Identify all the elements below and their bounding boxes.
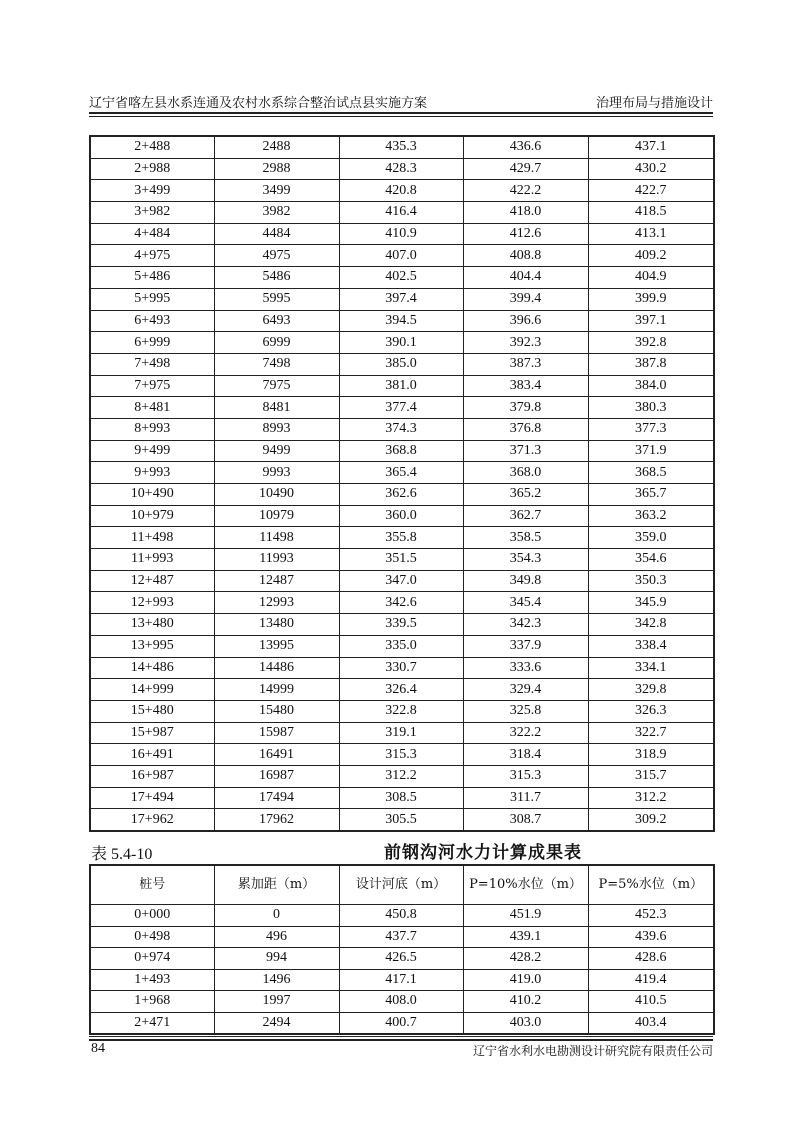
table-row [90,744,714,766]
table-cell: 10979 [214,505,339,527]
table-cell: 333.6 [463,657,588,679]
table-cell: 15+480 [90,700,214,722]
table-cell: 17+494 [90,787,214,809]
table-cell: 418.0 [463,202,588,224]
table-cell: 496 [214,926,339,948]
table-cell: 1+493 [90,969,214,991]
table-cell: 326.3 [588,700,714,722]
table-cell: 318.4 [463,744,588,766]
table-cell: 2+488 [90,136,214,158]
table-cell: 9+499 [90,440,214,462]
table-cell: 10490 [214,484,339,506]
table-cell: 2+988 [90,158,214,180]
table-cell: 8+993 [90,418,214,440]
table-cell: 8993 [214,418,339,440]
table-cell: 329.4 [463,679,588,701]
table-cell: 451.9 [463,905,588,927]
table-cell: 345.9 [588,592,714,614]
table-cell: 428.6 [588,948,714,970]
table-row [90,549,714,571]
table-cell: 363.2 [588,505,714,527]
table-cell: 322.8 [339,700,463,722]
table-row [90,1012,714,1034]
table-cell: 418.5 [588,202,714,224]
table-cell: 402.5 [339,267,463,289]
table-cell: 392.8 [588,332,714,354]
table-cell: 439.6 [588,926,714,948]
table-cell: 365.2 [463,484,588,506]
table-row [90,158,714,180]
header-rule [89,112,713,114]
table-cell: 452.3 [588,905,714,927]
table-cell: 7498 [214,353,339,375]
table-row [90,635,714,657]
table-row [90,765,714,787]
table-row [90,948,714,970]
table-cell: 7+498 [90,353,214,375]
table-cell: 329.8 [588,679,714,701]
table-row [90,245,714,267]
table-cell: 315.7 [588,765,714,787]
table-cell: 396.6 [463,310,588,332]
table-cell: 360.0 [339,505,463,527]
table-cell: 14+999 [90,679,214,701]
table-row [90,787,714,809]
table-cell: 368.5 [588,462,714,484]
table-cell: 14+486 [90,657,214,679]
table-cell: 0+974 [90,948,214,970]
table-cell: 359.0 [588,527,714,549]
table-cell: 15+987 [90,722,214,744]
table-row [90,700,714,722]
table-cell: 7975 [214,375,339,397]
table-cell: 12+993 [90,592,214,614]
table-cell: 362.6 [339,484,463,506]
document-title: 辽宁省喀左县水系连通及农村水系综合整治试点县实施方案 [89,96,428,111]
table-row [90,180,714,202]
table-cell: 422.7 [588,180,714,202]
table-cell: 1+968 [90,991,214,1013]
organization-name: 辽宁省水利水电勘测设计研究院有限责任公司 [472,1044,713,1058]
table-cell: 1496 [214,969,339,991]
table-cell: 330.7 [339,657,463,679]
table-cell: 11993 [214,549,339,571]
table-cell: 387.8 [588,353,714,375]
table-cell: 11+498 [90,527,214,549]
table-cell: 17494 [214,787,339,809]
table-row [90,527,714,549]
table-cell: 12993 [214,592,339,614]
table-cell: 2+471 [90,1012,214,1034]
table-cell: 335.0 [339,635,463,657]
table-cell: 422.2 [463,180,588,202]
table-cell: 0+000 [90,905,214,927]
table-cell: 305.5 [339,809,463,831]
table-cell: 6999 [214,332,339,354]
table-cell: 16987 [214,765,339,787]
table-cell: 4484 [214,223,339,245]
table-cell: 337.9 [463,635,588,657]
table-cell: 399.4 [463,288,588,310]
table-cell: 371.3 [463,440,588,462]
table-cell: 994 [214,948,339,970]
table-cell: 420.8 [339,180,463,202]
table-cell: 347.0 [339,570,463,592]
table-row [90,657,714,679]
table-row [90,136,714,158]
table-header-row [90,865,714,905]
table-cell: 350.3 [588,570,714,592]
table-row [90,223,714,245]
table-cell: 12487 [214,570,339,592]
table-cell: 404.4 [463,267,588,289]
table-cell: 11+993 [90,549,214,571]
table-row [90,614,714,636]
table-cell: 376.8 [463,418,588,440]
table-cell: 309.2 [588,809,714,831]
table-cell: 390.1 [339,332,463,354]
table-cell: 325.8 [463,700,588,722]
table-cell: 403.4 [588,1012,714,1034]
table-cell: 17+962 [90,809,214,831]
table-cell: 6493 [214,310,339,332]
table-cell: 368.0 [463,462,588,484]
table-cell: 312.2 [588,787,714,809]
table-cell: 342.3 [463,614,588,636]
table-row [90,462,714,484]
table-cell: 13+480 [90,614,214,636]
table-row [90,375,714,397]
table-cell: 342.6 [339,592,463,614]
table-cell: 13480 [214,614,339,636]
table-cell: 374.3 [339,418,463,440]
table-cell: 10+490 [90,484,214,506]
table-cell: 319.1 [339,722,463,744]
table-cell: 326.4 [339,679,463,701]
table-cell: 365.7 [588,484,714,506]
table-cell: 410.2 [463,991,588,1013]
table-cell: 3499 [214,180,339,202]
table-cell: 16+987 [90,765,214,787]
table-cell: 1997 [214,991,339,1013]
table-caption [89,838,713,864]
table-cell: 338.4 [588,635,714,657]
table-cell: 429.7 [463,158,588,180]
table-cell: 397.4 [339,288,463,310]
table-cell: 419.0 [463,969,588,991]
table-cell: 13995 [214,635,339,657]
table-cell: 15987 [214,722,339,744]
table-row [90,267,714,289]
table-cell: 6+493 [90,310,214,332]
table-cell: 17962 [214,809,339,831]
page-number: 84 [91,1041,105,1056]
footer-rule-thick [89,1039,713,1041]
table-cell: 12+487 [90,570,214,592]
table-cell: 428.2 [463,948,588,970]
table-cell: 410.5 [588,991,714,1013]
table-cell: 409.2 [588,245,714,267]
table-cell: 392.3 [463,332,588,354]
table-row [90,722,714,744]
table-cell: 308.7 [463,809,588,831]
table-cell: 437.7 [339,926,463,948]
table-cell: 3+982 [90,202,214,224]
table-row [90,505,714,527]
table-cell: 428.3 [339,158,463,180]
table-cell: 426.5 [339,948,463,970]
table-cell: 403.0 [463,1012,588,1034]
table-cell: 358.5 [463,527,588,549]
table-row [90,905,714,927]
table-row [90,202,714,224]
table-cell: 315.3 [463,765,588,787]
table-row [90,969,714,991]
table-cell: 439.1 [463,926,588,948]
table-cell: 4975 [214,245,339,267]
table-cell: 3+499 [90,180,214,202]
table-cell: 16491 [214,744,339,766]
table-cell: 13+995 [90,635,214,657]
table-cell: 322.7 [588,722,714,744]
table-cell: 318.9 [588,744,714,766]
table-cell: 9993 [214,462,339,484]
column-header: 桩号 [90,865,214,905]
table-cell: 3982 [214,202,339,224]
table-cell: 430.2 [588,158,714,180]
table-cell: 0+498 [90,926,214,948]
table-cell: 0 [214,905,339,927]
table-cell: 354.6 [588,549,714,571]
table-cell: 387.3 [463,353,588,375]
table-cell: 2494 [214,1012,339,1034]
table-row [90,570,714,592]
table-cell: 437.1 [588,136,714,158]
table-row [90,310,714,332]
table-cell: 308.5 [339,787,463,809]
table-cell: 416.4 [339,202,463,224]
table-cell: 355.8 [339,527,463,549]
table-number: 表 5.4-10 [91,846,153,863]
table-row [90,592,714,614]
table-cell: 4+975 [90,245,214,267]
table-title: 前钢沟河水力计算成果表 [384,843,582,863]
table-cell: 408.8 [463,245,588,267]
table-cell: 377.3 [588,418,714,440]
table-cell: 322.2 [463,722,588,744]
table-cell: 5486 [214,267,339,289]
table-cell: 14486 [214,657,339,679]
table-row [90,926,714,948]
column-header: P=5%水位（m） [588,865,714,905]
table-cell: 419.4 [588,969,714,991]
table-cell: 394.5 [339,310,463,332]
table-cell: 8+481 [90,397,214,419]
table-row [90,809,714,831]
table-row [90,418,714,440]
table-row [90,397,714,419]
table-cell: 368.8 [339,440,463,462]
table-cell: 2988 [214,158,339,180]
column-header: 累加距（m） [214,865,339,905]
table-cell: 404.9 [588,267,714,289]
table-cell: 450.8 [339,905,463,927]
table-cell: 6+999 [90,332,214,354]
column-header: P=10%水位（m） [463,865,588,905]
table-cell: 385.0 [339,353,463,375]
table-cell: 381.0 [339,375,463,397]
table-cell: 7+975 [90,375,214,397]
footer-rule [89,1036,713,1037]
page-header [89,92,713,114]
table-cell: 312.2 [339,765,463,787]
table-cell: 9499 [214,440,339,462]
table-row [90,288,714,310]
table-cell: 339.5 [339,614,463,636]
table-cell: 400.7 [339,1012,463,1034]
column-header: 设计河底（m） [339,865,463,905]
table-cell: 384.0 [588,375,714,397]
table-cell: 2488 [214,136,339,158]
qiangang-river-hydraulic-table [89,864,715,1035]
table-cell: 5+995 [90,288,214,310]
table-cell: 417.1 [339,969,463,991]
table-cell: 435.3 [339,136,463,158]
table-row [90,484,714,506]
table-cell: 342.8 [588,614,714,636]
table-cell: 412.6 [463,223,588,245]
table-cell: 380.3 [588,397,714,419]
table-cell: 413.1 [588,223,714,245]
table-cell: 8481 [214,397,339,419]
table-cell: 379.8 [463,397,588,419]
header-rule-thin [89,116,713,117]
table-cell: 383.4 [463,375,588,397]
table-cell: 9+993 [90,462,214,484]
table-cell: 399.9 [588,288,714,310]
table-cell: 14999 [214,679,339,701]
table-cell: 354.3 [463,549,588,571]
table-cell: 371.9 [588,440,714,462]
table-cell: 315.3 [339,744,463,766]
table-cell: 410.9 [339,223,463,245]
hydraulic-table-continued [89,135,715,832]
table-cell: 334.1 [588,657,714,679]
table-cell: 351.5 [339,549,463,571]
table-row [90,440,714,462]
table-row [90,332,714,354]
table-cell: 349.8 [463,570,588,592]
table-cell: 5995 [214,288,339,310]
table-cell: 11498 [214,527,339,549]
table-cell: 362.7 [463,505,588,527]
table-cell: 311.7 [463,787,588,809]
table-cell: 397.1 [588,310,714,332]
table-cell: 4+484 [90,223,214,245]
table-cell: 436.6 [463,136,588,158]
table-cell: 5+486 [90,267,214,289]
table-row [90,991,714,1013]
table-cell: 345.4 [463,592,588,614]
table-cell: 15480 [214,700,339,722]
chapter-title: 治理布局与措施设计 [595,96,713,111]
table-row [90,353,714,375]
table-cell: 408.0 [339,991,463,1013]
table-cell: 10+979 [90,505,214,527]
table-row [90,679,714,701]
table-cell: 377.4 [339,397,463,419]
table-cell: 16+491 [90,744,214,766]
table-cell: 407.0 [339,245,463,267]
table-cell: 365.4 [339,462,463,484]
